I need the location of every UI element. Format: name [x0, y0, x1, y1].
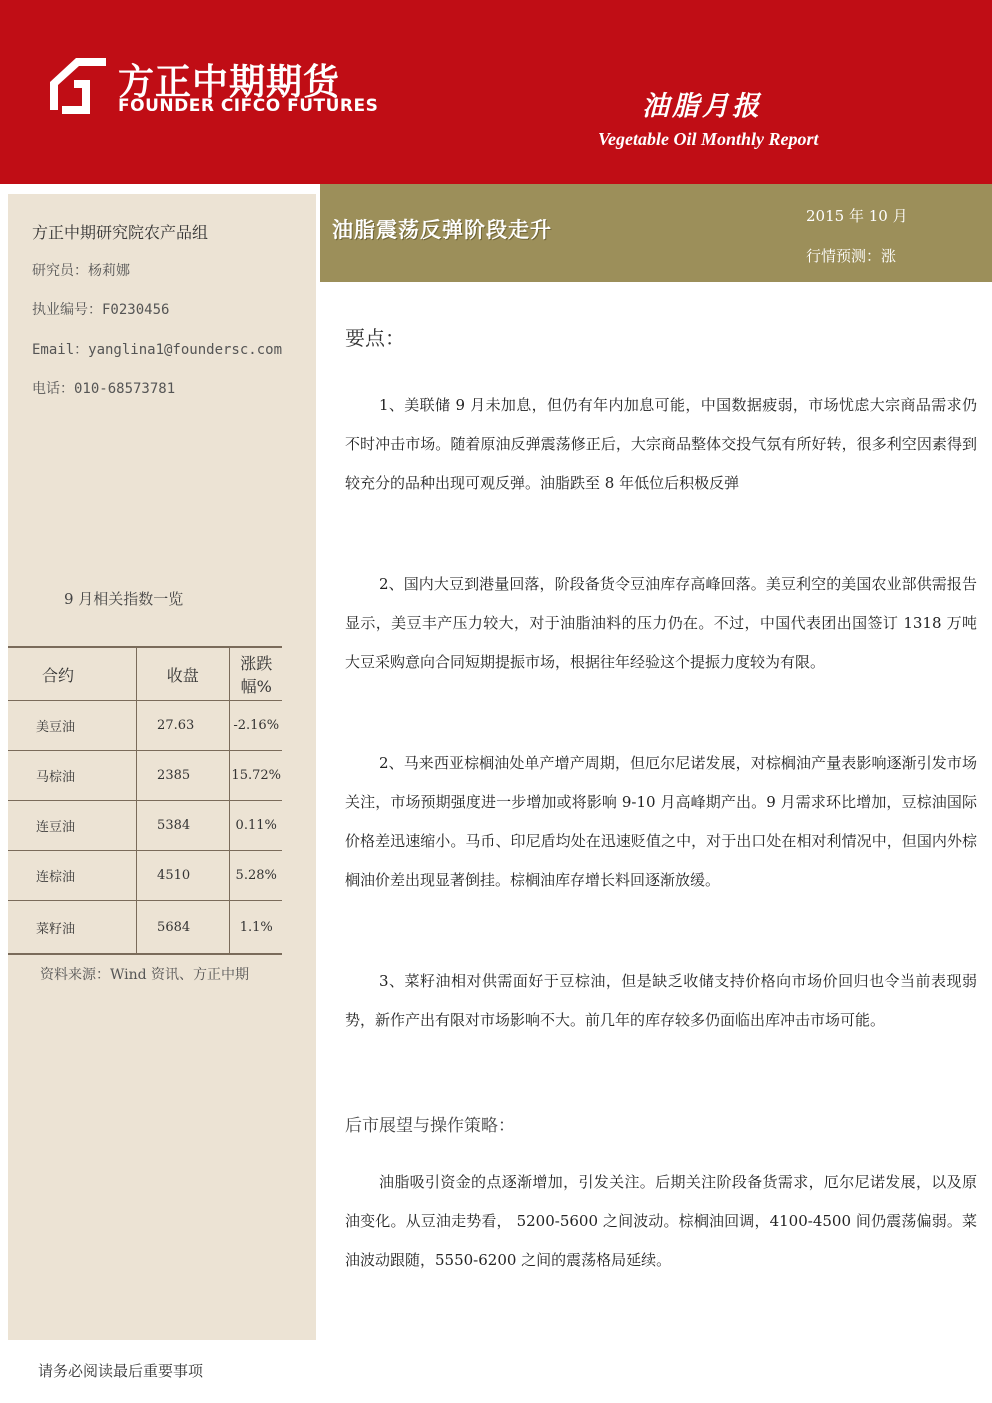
report-title-en: Vegetable Oil Monthly Report	[598, 129, 819, 149]
table-cell-change: 1.1%	[230, 901, 282, 955]
paragraph-4: 3、菜籽油相对供需面好于豆棕油，但是缺乏收储支持价格向市场价回归也令当前表现弱势，新作产出有限对市场影响不大。前几年的库存较多仍面临出库冲击市场可能。	[345, 972, 977, 1029]
table-cell-close: 4510	[137, 851, 230, 901]
table-row	[8, 851, 282, 901]
table-row	[8, 701, 282, 751]
table-cell-close: 5684	[137, 901, 230, 955]
table-cell-change: -2.16%	[230, 701, 282, 751]
table-cell-contract: 连豆油	[8, 801, 137, 851]
report-headline: 油脂震荡反弹阶段走升	[332, 218, 552, 242]
company-logo-en: FOUNDER CIFCO FUTURES	[118, 96, 379, 116]
table-cell-change: 15.72%	[230, 751, 282, 801]
table-cell-change: 5.28%	[230, 851, 282, 901]
license-number: 执业编号：F0230456	[32, 302, 170, 318]
table-cell-contract: 马棕油	[8, 751, 137, 801]
company-logo-cn: 方正中期期货	[118, 62, 341, 103]
header-close: 收盘	[137, 647, 230, 701]
header-change: 涨跌幅%	[230, 647, 282, 701]
paragraph-1: 1、美联储 9 月未加息，但仍有年内加息可能，中国数据疲弱，市场忧虑大宗商品需求仍不时冲击市场。随着原油反弹震荡修正后，大宗商品整体交投气氛有所好转，很多利空因素得到较充分的品种出现可观反弹。油脂跌至 8 年低位后积极反弹	[345, 396, 977, 492]
key-points-heading: 要点：	[345, 326, 405, 350]
paragraph-5: 油脂吸引资金的点逐渐增加，引发关注。后期关注阶段备货需求，厄尔尼诺发展，以及原油变化。从豆油走势看， 5200-5600 之间波动。棕榈油回调，4100-4500 间仍震荡偏弱。菜油波动跟随，5550-6200 之间的震荡格局延续。	[345, 1173, 977, 1269]
index-table	[8, 646, 282, 955]
table-cell-contract: 连棕油	[8, 851, 137, 901]
table-row	[8, 751, 282, 801]
researcher-name: 研究员：杨莉娜	[32, 263, 130, 279]
table-cell-close: 27.63	[137, 701, 230, 751]
data-source-note: 资料来源：Wind 资讯、方正中期	[40, 967, 250, 983]
table-row	[8, 901, 282, 955]
header-contract: 合约	[8, 647, 137, 701]
table-cell-contract: 菜籽油	[8, 901, 137, 955]
table-cell-change: 0.11%	[230, 801, 282, 851]
phone-number: 电话：010-68573781	[32, 381, 176, 397]
table-row	[8, 801, 282, 851]
strategy-heading: 后市展望与操作策略：	[345, 1116, 515, 1136]
table-cell-close: 2385	[137, 751, 230, 801]
paragraph-2: 2、国内大豆到港量回落，阶段备货令豆油库存高峰回落。美豆利空的美国农业部供需报告显示，美豆丰产压力较大，对于油脂油料的压力仍在。不过，中国代表团出国签订 1318 万吨大豆采购意向合同短期提振市场，根据往年经验这个提振力度较为有限。	[345, 575, 977, 671]
table-cell-close: 5384	[137, 801, 230, 851]
paragraph-3: 2、马来西亚棕榈油处单产增产周期，但厄尔尼诺发展，对棕榈油产量表影响逐渐引发市场关注，市场预期强度进一步增加或将影响 9-10 月高峰期产出。9 月需求环比增加，豆棕油国际价格差迅速缩小。马币、印尼盾均处在迅速贬值之中，对于出口处在相对利情况中，但国内外棕榈油价差出现显著倒挂。棕榈油库存增长料回逐渐放缓。	[345, 754, 977, 889]
table-cell-contract: 美豆油	[8, 701, 137, 751]
report-date: 2015 年 10 月	[806, 207, 908, 225]
research-group: 方正中期研究院农产品组	[32, 223, 209, 242]
market-forecast: 行情预测：涨	[806, 247, 897, 265]
index-table-title: 9 月相关指数一览	[64, 590, 184, 608]
table-header-row	[8, 647, 282, 701]
footer-notice: 请务必阅读最后重要事项	[38, 1362, 204, 1380]
founder-logo-icon	[46, 54, 110, 118]
report-title-cn: 油脂月报	[642, 91, 762, 122]
email-address[interactable]: Email：yanglina1@foundersc.com	[32, 342, 283, 358]
